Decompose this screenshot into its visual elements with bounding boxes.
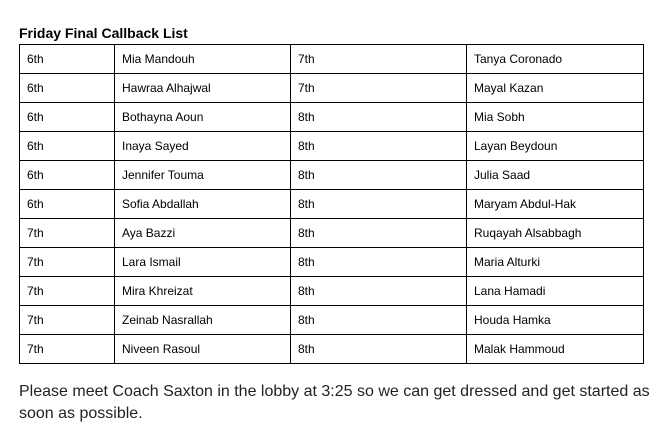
grade-cell: 6th [20,74,115,103]
grade-cell: 8th [291,161,467,190]
table-row [20,306,644,335]
table-row [20,219,644,248]
grade-cell: 8th [291,306,467,335]
name-cell: Zeinab Nasrallah [115,306,291,335]
table-row [20,74,644,103]
grade-cell: 7th [291,45,467,74]
name-cell: Hawraa Alhajwal [115,74,291,103]
grade-cell: 8th [291,219,467,248]
name-cell: Maria Alturki [467,248,644,277]
name-cell: Mayal Kazan [467,74,644,103]
name-cell: Layan Beydoun [467,132,644,161]
name-cell: Houda Hamka [467,306,644,335]
table-row [20,45,644,74]
table-row [20,103,644,132]
name-cell: Jennifer Touma [115,161,291,190]
meeting-note: Please meet Coach Saxton in the lobby at 3:25 so we can get dressed and get started as soon as possible. [19,383,650,422]
table-row [20,335,644,364]
grade-cell: 7th [20,277,115,306]
name-cell: Mia Mandouh [115,45,291,74]
grade-cell: 7th [20,248,115,277]
grade-cell: 6th [20,45,115,74]
grade-cell: 7th [20,306,115,335]
table-row [20,190,644,219]
grade-cell: 6th [20,190,115,219]
grade-cell: 7th [291,74,467,103]
table-row [20,277,644,306]
grade-cell: 8th [291,335,467,364]
grade-cell: 7th [20,335,115,364]
callback-table [19,44,644,364]
grade-cell: 6th [20,161,115,190]
name-cell: Malak Hammoud [467,335,644,364]
name-cell: Inaya Sayed [115,132,291,161]
name-cell: Tanya Coronado [467,45,644,74]
grade-cell: 7th [20,219,115,248]
name-cell: Lana Hamadi [467,277,644,306]
list-title: Friday Final Callback List [19,25,188,41]
table-row [20,161,644,190]
grade-cell: 8th [291,277,467,306]
table-row [20,132,644,161]
name-cell: Bothayna Aoun [115,103,291,132]
name-cell: Mia Sobh [467,103,644,132]
grade-cell: 8th [291,132,467,161]
grade-cell: 6th [20,132,115,161]
name-cell: Julia Saad [467,161,644,190]
grade-cell: 8th [291,248,467,277]
name-cell: Niveen Rasoul [115,335,291,364]
name-cell: Sofia Abdallah [115,190,291,219]
grade-cell: 6th [20,103,115,132]
name-cell: Ruqayah Alsabbagh [467,219,644,248]
name-cell: Maryam Abdul-Hak [467,190,644,219]
name-cell: Aya Bazzi [115,219,291,248]
grade-cell: 8th [291,103,467,132]
grade-cell: 8th [291,190,467,219]
name-cell: Mira Khreizat [115,277,291,306]
name-cell: Lara Ismail [115,248,291,277]
table-row [20,248,644,277]
